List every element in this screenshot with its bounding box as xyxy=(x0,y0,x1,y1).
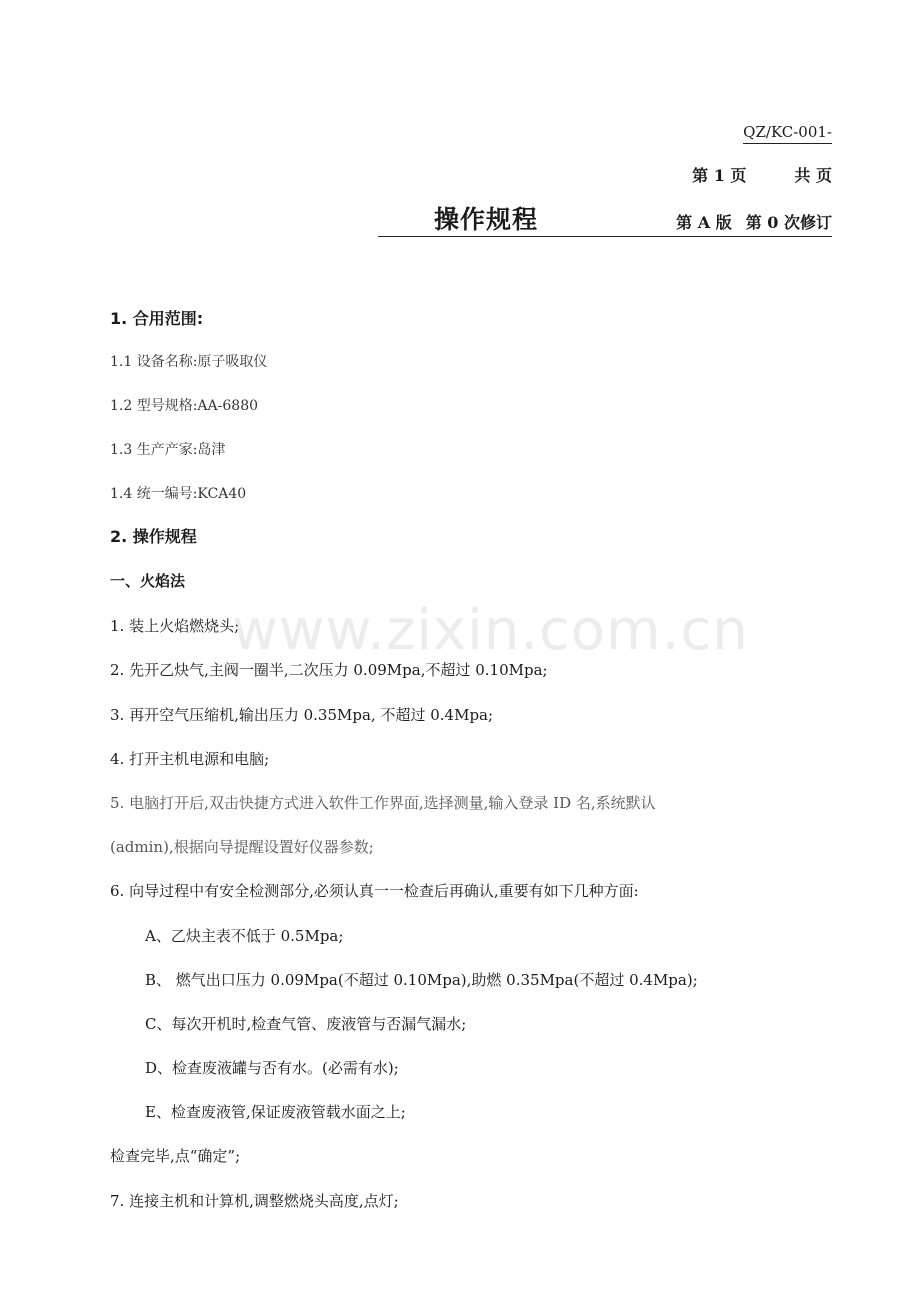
procedure-step: 2. 先开乙炔气,主阀一圈半,二次压力 0.09Mpa,不超过 0.10Mpa; xyxy=(110,661,548,679)
scope-item: 1.2 型号规格:AA-6880 xyxy=(110,398,259,414)
safety-check-item: A、乙炔主表不低于 0.5Mpa; xyxy=(145,927,344,945)
scope-item: 1.4 统一编号:KCA40 xyxy=(110,486,247,502)
safety-check-item: E、检查废液管,保证废液管载水面之上; xyxy=(145,1103,406,1121)
safety-check-item: C、每次开机时,检查气管、废液管与否漏气漏水; xyxy=(145,1015,467,1033)
version-info xyxy=(676,212,832,234)
scope-item: 1.3 生产产家:岛津 xyxy=(110,442,226,458)
watermark: www.zixin.com.cn xyxy=(232,598,749,663)
procedure-step: 1. 装上火焰燃烧头; xyxy=(110,617,240,635)
procedure-step: 7. 连接主机和计算机,调整燃烧头高度,点灯; xyxy=(110,1192,399,1210)
page-info xyxy=(692,166,832,186)
safety-check-item: D、检查废液罐与否有水。(必需有水); xyxy=(145,1059,399,1077)
procedure-step: 6. 向导过程中有安全检测部分,必须认真一一检查后再确认,重要有如下几种方面: xyxy=(110,882,639,900)
flame-method-heading: 一、火焰法 xyxy=(110,572,186,590)
procedure-step: 4. 打开主机电源和电脑; xyxy=(110,750,270,768)
safety-check-item: B、 燃气出口压力 0.09Mpa(不超过 0.10Mpa),助燃 0.35Mpa(不超过 0.4Mpa); xyxy=(145,971,698,989)
document-code: QZ/KC-001- xyxy=(743,122,832,144)
procedure-step: 3. 再开空气压缩机,输出压力 0.35Mpa, 不超过 0.4Mpa; xyxy=(110,706,494,724)
procedure-step: 5. 电脑打开后,双击快捷方式进入软件工作界面,选择测量,输入登录 ID 名,系统默认 xyxy=(110,794,656,812)
page-total: 共 页 xyxy=(794,166,832,185)
procedure-step-continuation: (admin),根据向导提醒设置好仪器参数; xyxy=(110,838,374,856)
section-1-heading: 1. 合用范围: xyxy=(110,309,204,328)
page-current: 第 1 页 xyxy=(692,166,747,185)
edition: 第 A 版 xyxy=(676,213,732,232)
section-2-heading: 2. 操作规程 xyxy=(110,527,197,546)
title-row xyxy=(378,204,832,237)
document-title: 操作规程 xyxy=(434,205,539,234)
scope-item: 1.1 设备名称:原子吸取仪 xyxy=(110,354,268,370)
revision: 第 0 次修订 xyxy=(745,213,832,232)
checks-complete-note: 检查完毕,点“确定”; xyxy=(110,1147,241,1165)
